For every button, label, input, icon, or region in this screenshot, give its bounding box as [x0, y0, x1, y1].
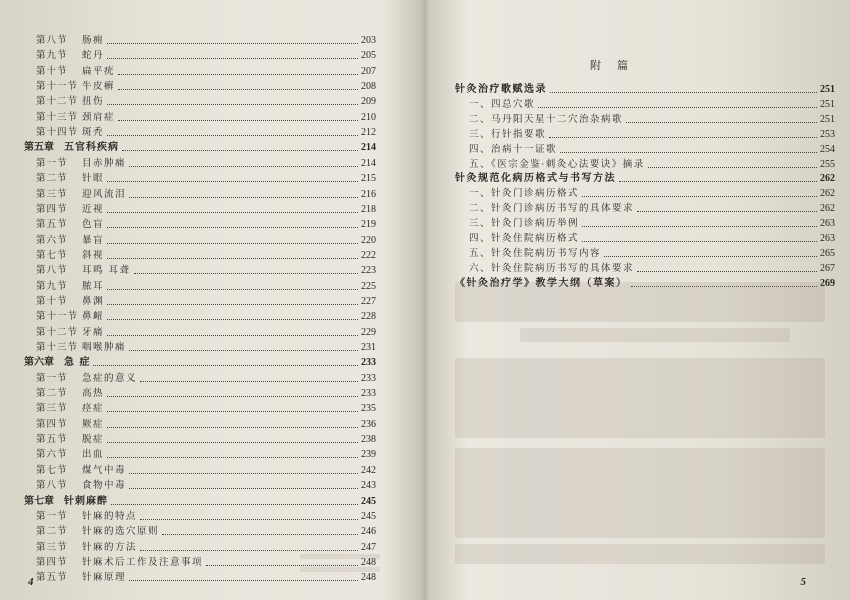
toc-chapter-row: [24, 494, 376, 508]
item-title: 一、四总穴歌: [469, 98, 536, 110]
page-ref: 239: [361, 449, 376, 461]
item-title: 二、马丹阳天星十二穴治杂病歌: [469, 113, 624, 125]
section-number: 第一节: [36, 510, 68, 522]
section-number: 第五节: [36, 434, 68, 446]
section-title: 脓耳: [82, 280, 105, 292]
page-ref: 262: [820, 173, 835, 185]
show-through-text: [300, 554, 380, 559]
page-ref: 245: [361, 510, 376, 522]
dot-leader: [626, 121, 817, 123]
toc-section-row: [36, 371, 376, 385]
page-ref: 262: [820, 203, 835, 215]
toc-section-row: [36, 263, 376, 277]
dot-leader: [582, 240, 817, 242]
dot-leader: [140, 549, 358, 551]
dot-leader: [140, 518, 358, 520]
section-number: 第八节: [36, 35, 68, 46]
page-ref: 247: [361, 541, 376, 553]
section-number: 第九节: [36, 50, 68, 62]
toc-item-row: [469, 261, 835, 275]
chapter-number: 第六章: [24, 357, 54, 369]
section-number: 第十一节: [36, 81, 79, 93]
toc-section-row: [36, 233, 376, 247]
chapter-title: 针刺麻醉: [64, 495, 108, 507]
page-ref: 233: [361, 388, 376, 400]
section-number: 第十二节: [36, 326, 79, 338]
section-title: 近视: [82, 203, 105, 215]
page-ref: 262: [820, 188, 835, 200]
dot-leader: [107, 103, 358, 105]
page-ref: 219: [361, 219, 376, 231]
section-number: 第五节: [36, 572, 68, 584]
toc-item-row: [469, 246, 835, 260]
toc-item-row: [469, 201, 835, 215]
toc-section-row: [36, 386, 376, 400]
show-through-text: [455, 358, 825, 438]
toc-section-row: [36, 463, 376, 477]
chapter-number: 第七章: [24, 495, 54, 507]
page-ref: 227: [361, 295, 376, 307]
section-number: 第六节: [36, 449, 68, 461]
page-ref: 222: [361, 249, 376, 261]
dot-leader: [118, 88, 358, 90]
section-title: 出血: [82, 449, 105, 461]
toc-section-row: [36, 540, 376, 554]
page-ref: 251: [820, 98, 835, 110]
section-number: 第一节: [36, 157, 68, 169]
toc-section-row: [36, 417, 376, 431]
toc-item-row: [469, 231, 835, 245]
toc-item-row: [469, 142, 835, 156]
toc-section-row: [36, 248, 376, 262]
page-ref: 233: [361, 357, 376, 369]
dot-leader: [129, 579, 358, 581]
toc-section-row: [36, 309, 376, 323]
section-title: 斜视: [82, 249, 105, 261]
dot-leader: [604, 255, 817, 257]
dot-leader: [107, 57, 358, 59]
page-ref: 263: [820, 233, 835, 244]
toc-section-row: [36, 64, 376, 78]
section-number: 第四节: [36, 203, 68, 215]
dot-leader: [648, 166, 817, 168]
section-title: 高热: [82, 388, 105, 400]
section-title: 颈肩症: [82, 111, 116, 123]
dot-leader: [107, 395, 358, 397]
dot-leader: [140, 380, 358, 382]
section-number: 第一节: [36, 372, 68, 384]
dot-leader: [107, 211, 358, 213]
dot-leader: [129, 487, 358, 489]
dot-leader: [129, 349, 358, 351]
dot-leader: [107, 334, 358, 336]
section-title: 煤气中毒: [82, 464, 127, 476]
item-title: 五、针灸住院病历书写内容: [469, 247, 602, 259]
page-ref: 267: [820, 262, 835, 274]
dot-leader: [538, 106, 817, 108]
toc-section-row: [36, 171, 376, 185]
page-ref: 238: [361, 434, 376, 446]
dot-leader: [111, 503, 358, 505]
show-through-text: [300, 567, 380, 572]
dot-leader: [107, 456, 358, 458]
section-number: 第九节: [36, 280, 68, 292]
toc-item-row: [469, 97, 835, 111]
page-ref: 220: [361, 234, 376, 246]
dot-leader: [93, 364, 358, 366]
toc-section-row: [36, 279, 376, 293]
section-number: 第七节: [36, 249, 68, 261]
item-title: 四、针灸住院病历格式: [469, 233, 580, 244]
chapter-title: 五官科疾病: [64, 142, 119, 154]
section-title: 针麻的方法: [82, 541, 138, 553]
dot-leader: [107, 318, 358, 320]
page-ref: 246: [361, 526, 376, 538]
page-ref: 236: [361, 418, 376, 430]
section-title: 牛皮癣: [82, 81, 116, 93]
section-title: 急症的意义: [82, 372, 138, 384]
section-title: 针麻的特点: [82, 510, 138, 522]
page-ref: 242: [361, 464, 376, 476]
heading-title: 《针灸治疗学》教学大纲（草案）: [455, 277, 628, 289]
toc-section-row: [36, 340, 376, 354]
page-ref: 208: [361, 81, 376, 93]
toc-section-row: [36, 432, 376, 446]
dot-leader: [637, 270, 817, 272]
section-number: 第十一节: [36, 311, 79, 323]
item-title: 三、行针指要歌: [469, 128, 547, 140]
section-number: 第三节: [36, 541, 68, 553]
page-ref: 228: [361, 311, 376, 323]
page-ref: 209: [361, 96, 376, 108]
section-title: 迎风流泪: [82, 188, 127, 200]
section-number: 第十节: [36, 295, 68, 307]
dot-leader: [206, 564, 358, 566]
toc-section-row: [36, 524, 376, 538]
chapter-title: 急 症: [64, 357, 91, 369]
show-through-text: [455, 282, 825, 322]
item-title: 五、《医宗金鉴·刺灸心法要诀》摘录: [469, 158, 645, 170]
item-title: 一、针灸门诊病历格式: [469, 188, 580, 200]
toc-section-row: [36, 187, 376, 201]
dot-leader: [550, 91, 817, 93]
page-ref: 251: [820, 84, 835, 95]
section-number: 第十四节: [36, 127, 79, 139]
section-number: 第六节: [36, 234, 68, 246]
section-title: 耳鸣 耳聋: [82, 265, 131, 277]
page-ref: 214: [361, 142, 376, 154]
item-title: 四、治病十一证歌: [469, 143, 558, 155]
item-title: 三、针灸门诊病历举例: [469, 218, 580, 230]
dot-leader: [107, 226, 358, 228]
chapter-number: 第五章: [24, 142, 54, 154]
dot-leader: [107, 303, 358, 305]
page-ref: 245: [361, 495, 376, 507]
item-title: 二、针灸门诊病历书写的具体要求: [469, 203, 635, 215]
section-number: 第七节: [36, 464, 68, 476]
toc-item-row: [469, 112, 835, 126]
section-number: 第二节: [36, 526, 68, 538]
page-ref: 229: [361, 326, 376, 338]
page-ref: 235: [361, 403, 376, 415]
section-title: 肠痈: [82, 35, 105, 46]
section-number: 第二节: [36, 173, 68, 185]
item-title: 六、针灸住院病历书写的具体要求: [469, 262, 635, 274]
toc-section-row: [36, 110, 376, 124]
toc-section-row: [36, 202, 376, 216]
toc-item-row: [469, 127, 835, 141]
dot-leader: [107, 288, 358, 290]
page-ref: 265: [820, 247, 835, 259]
section-title: 鼻渊: [82, 295, 105, 307]
toc-section-row: [36, 570, 376, 584]
section-title: 蛇丹: [82, 50, 105, 62]
dot-leader: [129, 472, 358, 474]
page-ref: 248: [361, 556, 376, 568]
page-ref: 248: [361, 572, 376, 584]
dot-leader: [107, 441, 358, 443]
dot-leader: [560, 151, 817, 153]
section-number: 第二节: [36, 388, 68, 400]
dot-leader: [129, 165, 358, 167]
page-ref: 216: [361, 188, 376, 200]
dot-leader: [162, 533, 358, 535]
page-ref: 251: [820, 113, 835, 125]
toc-chapter-row: [24, 140, 376, 154]
toc-section-row: [36, 33, 376, 47]
page-ref: 269: [820, 277, 835, 289]
section-title: 暴盲: [82, 234, 105, 246]
dot-leader: [619, 180, 817, 182]
toc-section-row: [36, 478, 376, 492]
page-ref: 215: [361, 173, 376, 185]
dot-leader: [122, 149, 358, 151]
page-ref: 243: [361, 480, 376, 492]
toc-chapter-row: [24, 355, 376, 369]
page-number-left: 4: [28, 576, 34, 588]
left-toc-list: [0, 0, 420, 600]
section-title: 牙痛: [82, 326, 105, 338]
page-ref: 203: [361, 35, 376, 46]
dot-leader: [118, 119, 358, 121]
page-ref: 233: [361, 372, 376, 384]
page-ref: 207: [361, 65, 376, 77]
page-ref: 263: [820, 218, 835, 230]
section-title: 针麻术后工作及注意事项: [82, 556, 204, 568]
toc-section-row: [36, 509, 376, 523]
dot-leader: [549, 136, 817, 138]
toc-heading-row: [455, 171, 835, 185]
page-ref: 212: [361, 127, 376, 139]
dot-leader: [582, 225, 817, 227]
page-ref: 210: [361, 111, 376, 123]
section-number: 第三节: [36, 188, 68, 200]
show-through-text: [455, 448, 825, 538]
dot-leader: [107, 426, 358, 428]
section-title: 斑秃: [82, 127, 105, 139]
page-ref: 255: [820, 158, 835, 170]
section-title: 厥症: [82, 418, 105, 430]
section-title: 针眼: [82, 173, 105, 185]
right-page: [425, 0, 850, 600]
page-ref: 205: [361, 50, 376, 62]
toc-heading-row: [455, 82, 835, 96]
dot-leader: [107, 242, 358, 244]
toc-section-row: [36, 125, 376, 139]
section-title: 目赤肿痛: [82, 157, 127, 169]
dot-leader: [118, 73, 358, 75]
heading-title: 针灸规范化病历格式与书写方法: [455, 173, 616, 185]
toc-item-row: [469, 157, 835, 171]
appendix-title: 附篇: [590, 59, 644, 72]
dot-leader: [107, 134, 358, 136]
section-title: 鼻衄: [82, 311, 105, 323]
section-number: 第三节: [36, 403, 68, 415]
toc-item-row: [469, 186, 835, 200]
section-number: 第四节: [36, 556, 68, 568]
dot-leader: [134, 272, 358, 274]
section-title: 色盲: [82, 219, 105, 231]
dot-leader: [107, 257, 358, 259]
section-title: 咽喉肿痛: [82, 342, 127, 353]
section-title: 扭伤: [82, 96, 105, 108]
page-ref: 231: [361, 342, 376, 353]
page-number-right: 5: [800, 576, 806, 588]
show-through-text: [455, 544, 825, 564]
show-through-text: [520, 328, 790, 342]
section-title: 针麻的选穴原则: [82, 526, 160, 538]
left-page: [0, 0, 420, 600]
toc-section-row: [36, 401, 376, 415]
toc-section-row: [36, 156, 376, 170]
toc-section-row: [36, 94, 376, 108]
section-number: 第四节: [36, 418, 68, 430]
section-number: 第十三节: [36, 111, 79, 123]
section-number: 第八节: [36, 480, 68, 492]
dot-leader: [107, 410, 358, 412]
page-ref: 218: [361, 203, 376, 215]
page-ref: 225: [361, 280, 376, 292]
section-number: 第八节: [36, 265, 68, 277]
dot-leader: [129, 196, 358, 198]
toc-section-row: [36, 79, 376, 93]
section-number: 第十三节: [36, 342, 79, 353]
toc-section-row: [36, 48, 376, 62]
dot-leader: [107, 180, 358, 182]
section-title: 痉症: [82, 403, 105, 415]
section-title: 脱症: [82, 434, 105, 446]
heading-title: 针灸治疗歌赋选录: [455, 84, 547, 95]
dot-leader: [107, 42, 358, 44]
section-title: 扁平疣: [82, 65, 116, 77]
page-ref: 214: [361, 157, 376, 169]
page-ref: 253: [820, 128, 835, 140]
section-number: 第十二节: [36, 96, 79, 108]
toc-section-row: [36, 447, 376, 461]
toc-section-row: [36, 294, 376, 308]
toc-section-row: [36, 217, 376, 231]
toc-section-row: [36, 325, 376, 339]
page-ref: 254: [820, 143, 835, 155]
section-title: 食物中毒: [82, 480, 127, 492]
dot-leader: [637, 210, 817, 212]
section-number: 第五节: [36, 219, 68, 231]
toc-item-row: [469, 216, 835, 230]
section-number: 第十节: [36, 65, 68, 77]
section-title: 针麻原理: [82, 572, 127, 584]
page-ref: 223: [361, 265, 376, 277]
dot-leader: [582, 195, 817, 197]
